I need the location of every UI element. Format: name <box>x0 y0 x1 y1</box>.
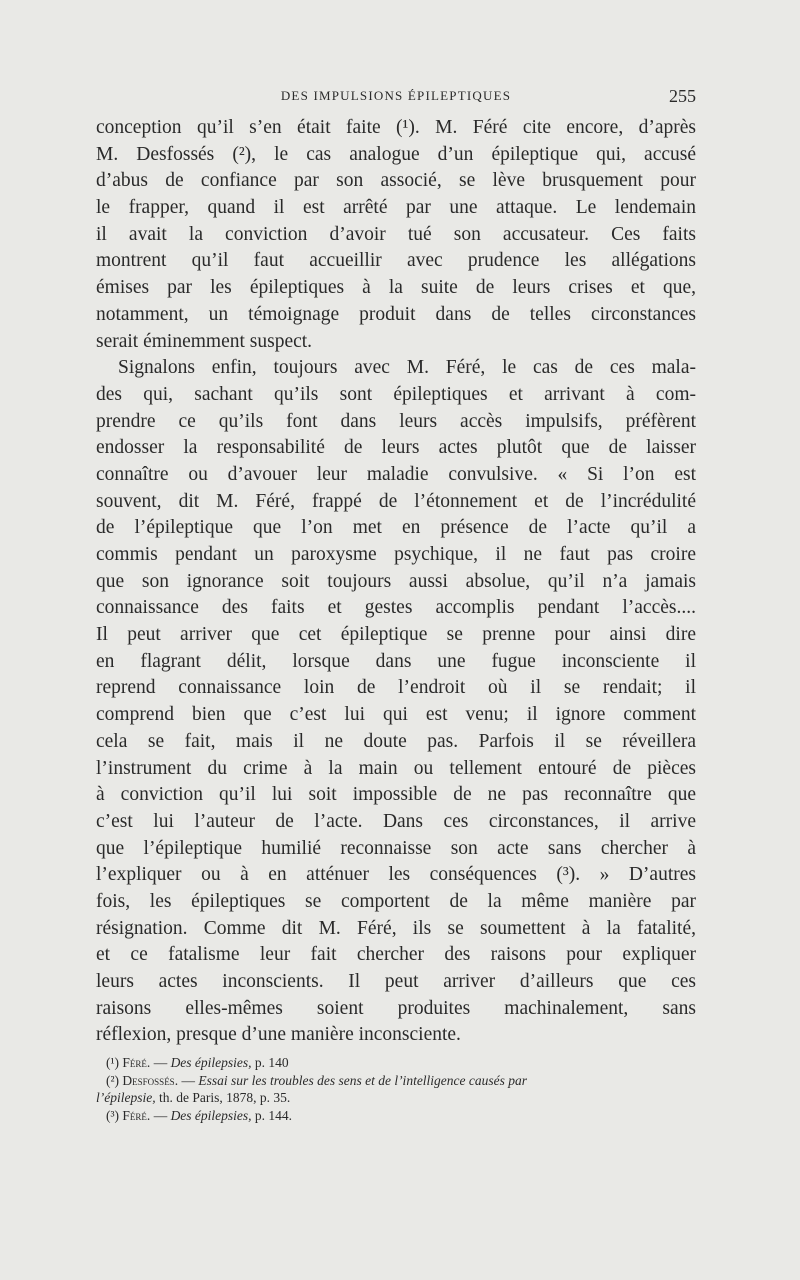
footnote-rest: p. 140 <box>254 1055 289 1070</box>
text-line: connaissance des faits et gestes accomplis pendant l’accès.... <box>96 597 696 619</box>
text-line: Il peut arriver que cet épileptique se prenne pour ainsi dire <box>96 624 696 646</box>
footnote-title: l’épilepsie, <box>96 1090 156 1105</box>
footnote-1 <box>96 1054 696 1072</box>
text-line: connaître ou d’avouer leur maladie convulsive. « Si l’on est <box>96 463 696 485</box>
text-line: résignation. Comme dit M. Féré, ils se soumettent à la fatalité, <box>96 917 696 939</box>
text-line: conception qu’il s’en était faite (¹). M. Féré cite encore, d’après <box>96 117 696 138</box>
text-line: serait éminemment suspect. <box>96 330 313 352</box>
text-line: en flagrant délit, lorsque dans une fugue inconsciente il <box>96 650 696 672</box>
text-line: prendre ce qu’ils font dans leurs accès impulsifs, préfèrent <box>96 410 696 432</box>
text-line: comprend bien que c’est lui qui est venu; il ignore comment <box>96 704 696 726</box>
footnote-mark: (³) <box>106 1107 120 1123</box>
text-line: le frapper, quand il est arrêté par une attaque. Le lendemain <box>96 197 696 219</box>
footnote-author: Desfossés. <box>122 1072 179 1088</box>
footnote-rest: p. 144. <box>254 1107 293 1123</box>
text-line: que son ignorance soit toujours aussi absolue, qu’il n’a jamais <box>96 570 696 592</box>
footnote-rest: th. de Paris, 1878, p. 35. <box>158 1090 291 1105</box>
text-line: notamment, un témoignage produit dans de telles circonstances <box>96 303 696 325</box>
text-line: il avait la conviction d’avoir tué son accusateur. Ces faits <box>96 223 696 245</box>
footnote-2 <box>96 1072 696 1090</box>
text-line: à conviction qu’il lui soit impossible de ne pas reconnaître que <box>96 784 696 806</box>
text-line: l’instrument du crime à la main ou tellement entouré de pièces <box>96 757 696 779</box>
text-line: reprend connaissance loin de l’endroit où il se rendait; il <box>96 677 696 699</box>
footnote-dash: — <box>153 1055 168 1070</box>
text-line: d’abus de confiance par son associé, se lève brusquement pour <box>96 170 696 192</box>
footnote-title: Essai sur les troubles des sens et de l’intelligence causés par <box>198 1072 528 1088</box>
text-line: fois, les épileptiques se comportent de la même manière par <box>96 890 696 912</box>
text-line: et ce fatalisme leur fait chercher des raisons pour expliquer <box>96 944 696 966</box>
footnote-mark: (²) <box>106 1072 120 1088</box>
text-line: que l’épileptique humilié reconnaisse son acte sans chercher à <box>96 837 696 859</box>
text-line: leurs actes inconscients. Il peut arriver d’ailleurs que ces <box>96 971 696 992</box>
text-line: émises par les épileptiques à la suite de leurs crises et que, <box>96 277 696 299</box>
body-text <box>96 115 696 1049</box>
footnote-author: Féré. <box>122 1055 151 1070</box>
text-line: commis pendant un paroxysme psychique, il ne faut pas croire <box>96 544 696 565</box>
text-line: souvent, dit M. Féré, frappé de l’étonnement et de l’incrédulité <box>96 490 696 512</box>
text-line: endosser la responsabilité de leurs actes plutôt que de laisser <box>96 437 696 459</box>
text-line: de l’épileptique que l’on met en présence de l’acte qu’il a <box>96 517 696 539</box>
running-header <box>96 84 696 108</box>
text-line: Signalons enfin, toujours avec M. Féré, le cas de ces mala- <box>118 357 696 379</box>
text-line: raisons elles-mêmes soient produites machinalement, sans <box>96 997 696 1019</box>
footnote-mark: (¹) <box>106 1055 120 1070</box>
footnote-2-continued <box>96 1089 696 1107</box>
text-line: l’expliquer ou à en atténuer les conséquences (³). » D’autres <box>96 864 696 886</box>
footnote-3 <box>96 1107 696 1125</box>
text-line: montrent qu’il faut accueillir avec prudence les allégations <box>96 250 696 272</box>
page-number: 255 <box>669 86 696 106</box>
footnotes <box>96 1054 696 1124</box>
footnote-author: Féré. <box>122 1107 151 1123</box>
footnote-title: Des épilepsies, <box>170 1107 252 1123</box>
text-line: réflexion, presque d’une manière inconsciente. <box>96 1024 461 1046</box>
text-line: M. Desfossés (²), le cas analogue d’un épileptique qui, accusé <box>96 143 696 165</box>
footnote-dash: — <box>181 1072 195 1088</box>
text-line: c’est lui l’auteur de l’acte. Dans ces circonstances, il arrive <box>96 810 696 832</box>
running-title: DES IMPULSIONS ÉPILEPTIQUES <box>280 88 512 103</box>
text-line: des qui, sachant qu’ils sont épileptiques et arrivant à com- <box>96 383 696 405</box>
text-line: cela se fait, mais il ne doute pas. Parfois il se réveillera <box>96 730 696 752</box>
footnote-title: Des épilepsies, <box>170 1055 252 1070</box>
footnote-dash: — <box>153 1107 168 1123</box>
